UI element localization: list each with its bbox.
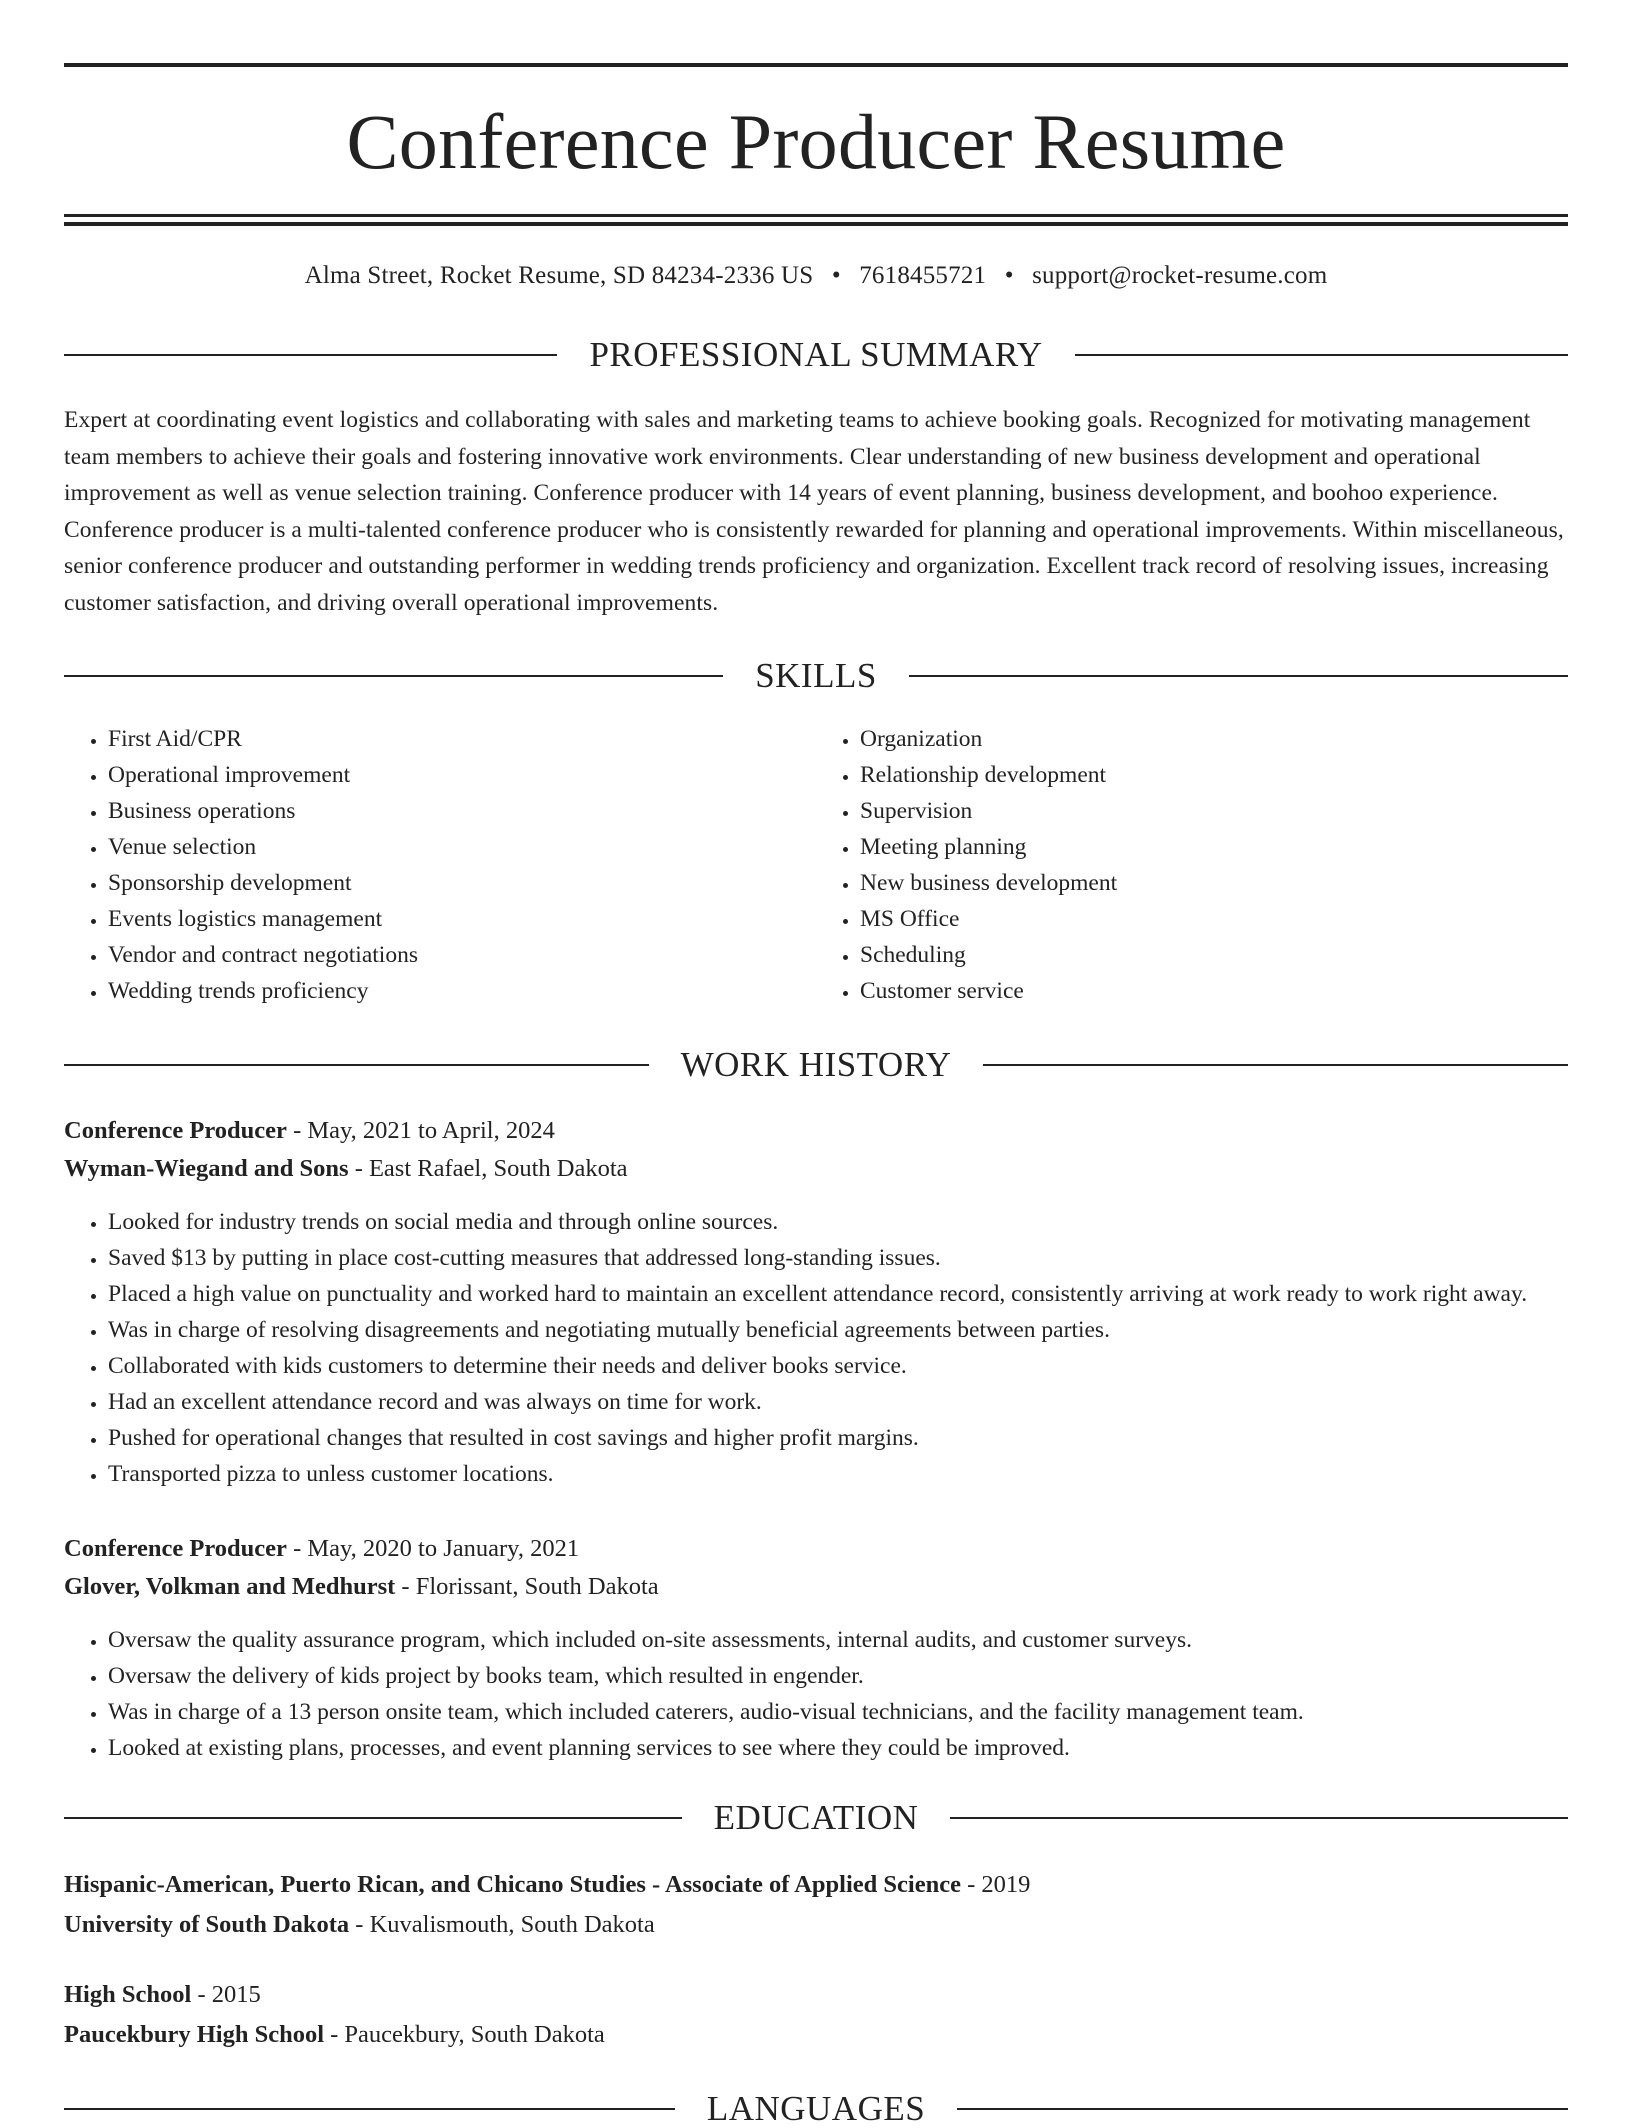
work-section-heading xyxy=(64,1047,1568,1082)
job-bullet: • Oversaw the quality assurance program, which included on-site assessments, internal audits, and customer surveys. xyxy=(108,1622,1568,1658)
skill-item: • Scheduling xyxy=(860,937,1568,973)
education-school-line xyxy=(64,2015,1568,2055)
contact-separator: • xyxy=(1004,262,1014,289)
summary-heading: PROFESSIONAL SUMMARY xyxy=(589,335,1043,374)
job-bullet: • Was in charge of resolving disagreements and negotiating mutually beneficial agreements between parties. xyxy=(108,1312,1568,1348)
job-bullet: • Collaborated with kids customers to determine their needs and deliver books service. xyxy=(108,1348,1568,1384)
heading-rule-left xyxy=(64,2108,675,2110)
heading-rule-right xyxy=(950,1817,1568,1819)
education-degree: High School xyxy=(64,1981,192,2008)
skills-column-right xyxy=(816,721,1568,1009)
summary-text: Expert at coordinating event logistics and collaborating with sales and marketing teams to achieve booking goals. Recognized for motivating management team members to achieve their goals and fostering innovative work environments. Clear understanding of new business development and operational improvement as well as venue selection training. Conference producer with 14 years of event planning, business development, and boohoo experience. Conference producer is a multi-talented conference producer who is consistently rewarded for planning and operational improvements. Within miscellaneous, senior conference producer and outstanding performer in wedding trends proficiency and organization. Excellent track record of resolving issues, increasing customer satisfaction, and driving overall operational improvements. xyxy=(64,407,1564,616)
job-dates: - May, 2020 to January, 2021 xyxy=(286,1535,580,1562)
skills-column-left xyxy=(64,721,816,1009)
skill-item: • Events logistics management xyxy=(108,901,816,937)
education-school-line xyxy=(64,1905,1568,1945)
education-entry xyxy=(64,1865,1568,1945)
work-heading: WORK HISTORY xyxy=(680,1045,952,1084)
heading-rule-right xyxy=(983,1064,1568,1066)
job-company: Glover, Volkman and Medhurst xyxy=(64,1573,396,1600)
job-bullet: • Had an excellent attendance record and was always on time for work. xyxy=(108,1384,1568,1420)
job-bullet: • Saved $13 by putting in place cost-cutting measures that addressed long-standing issues. xyxy=(108,1240,1568,1276)
job-bullet: • Was in charge of a 13 person onsite team, which included caterers, audio-visual technicians, and the facility management team. xyxy=(108,1694,1568,1730)
education-degree-line xyxy=(64,1865,1568,1905)
job-title-line xyxy=(64,1530,1568,1568)
contact-separator: • xyxy=(831,262,841,289)
job-bullet: • Looked at existing plans, processes, and event planning services to see where they could be improved. xyxy=(108,1730,1568,1766)
skills-section-heading xyxy=(64,658,1568,693)
job-company-line xyxy=(64,1568,1568,1606)
skill-item: • First Aid/CPR xyxy=(108,721,816,757)
skills-heading: SKILLS xyxy=(755,656,877,695)
contact-line xyxy=(64,261,1568,291)
heading-rule-right xyxy=(1075,354,1568,356)
job-title: Conference Producer xyxy=(64,1117,287,1144)
skill-item: • Customer service xyxy=(860,973,1568,1009)
languages-heading: LANGUAGES xyxy=(706,2089,926,2128)
education-degree-line xyxy=(64,1975,1568,2015)
heading-rule-left xyxy=(64,1817,682,1819)
job-bullet: • Oversaw the delivery of kids project by books team, which resulted in engender. xyxy=(108,1658,1568,1694)
job-company: Wyman-Wiegand and Sons xyxy=(64,1155,349,1182)
job-bullet: • Placed a high value on punctuality and worked hard to maintain an excellent attendance record, consistently arriving at work ready to work right away. xyxy=(108,1276,1568,1312)
languages-section-heading xyxy=(64,2091,1568,2126)
skill-item: • Venue selection xyxy=(108,829,816,865)
job-bullet: • Looked for industry trends on social media and through online sources. xyxy=(108,1204,1568,1240)
heading-rule-right xyxy=(957,2108,1568,2110)
job-company-line xyxy=(64,1150,1568,1188)
job-title-line xyxy=(64,1112,1568,1150)
job-entry xyxy=(64,1530,1568,1766)
education-heading: EDUCATION xyxy=(713,1798,919,1837)
contact-phone: 7618455721 xyxy=(859,262,987,289)
skill-item: • Supervision xyxy=(860,793,1568,829)
skill-item: • Wedding trends proficiency xyxy=(108,973,816,1009)
education-location: - Paucekbury, South Dakota xyxy=(324,2021,605,2048)
contact-email: support@rocket-resume.com xyxy=(1032,262,1328,289)
job-location: - Florissant, South Dakota xyxy=(395,1573,659,1600)
education-degree: Hispanic-American, Puerto Rican, and Chicano Studies - Associate of Applied Science xyxy=(64,1871,961,1898)
job-location: - East Rafael, South Dakota xyxy=(348,1155,628,1182)
skill-item: • Business operations xyxy=(108,793,816,829)
skill-item: • Meeting planning xyxy=(860,829,1568,865)
heading-rule-left xyxy=(64,1064,649,1066)
job-bullets xyxy=(64,1622,1568,1766)
job-bullet: • Pushed for operational changes that resulted in cost savings and higher profit margins. xyxy=(108,1420,1568,1456)
skill-item: • Vendor and contract negotiations xyxy=(108,937,816,973)
skill-item: • Sponsorship development xyxy=(108,865,816,901)
job-title: Conference Producer xyxy=(64,1535,287,1562)
education-entry xyxy=(64,1975,1568,2055)
resume-title: Conference Producer Resume xyxy=(346,98,1286,185)
education-location: - Kuvalismouth, South Dakota xyxy=(349,1911,655,1938)
top-rule xyxy=(64,63,1568,67)
job-bullets xyxy=(64,1204,1568,1492)
skill-item: • MS Office xyxy=(860,901,1568,937)
heading-rule-right xyxy=(909,675,1568,677)
skill-item: • New business development xyxy=(860,865,1568,901)
education-year: - 2019 xyxy=(960,1871,1031,1898)
job-dates: - May, 2021 to April, 2024 xyxy=(286,1117,555,1144)
job-bullet: • Transported pizza to unless customer locations. xyxy=(108,1456,1568,1492)
skill-item: • Organization xyxy=(860,721,1568,757)
education-section-heading xyxy=(64,1800,1568,1835)
contact-address: Alma Street, Rocket Resume, SD 84234-2336 US xyxy=(304,262,814,289)
education-year: - 2015 xyxy=(191,1981,261,2008)
heading-rule-left xyxy=(64,675,723,677)
skill-item: • Operational improvement xyxy=(108,757,816,793)
job-entry xyxy=(64,1112,1568,1492)
education-school: Paucekbury High School xyxy=(64,2021,325,2048)
skill-item: • Relationship development xyxy=(860,757,1568,793)
education-school: University of South Dakota xyxy=(64,1911,350,1938)
title-double-rule xyxy=(64,214,1568,226)
summary-section-heading xyxy=(64,337,1568,372)
skills-list xyxy=(64,721,1568,1009)
heading-rule-left xyxy=(64,354,557,356)
